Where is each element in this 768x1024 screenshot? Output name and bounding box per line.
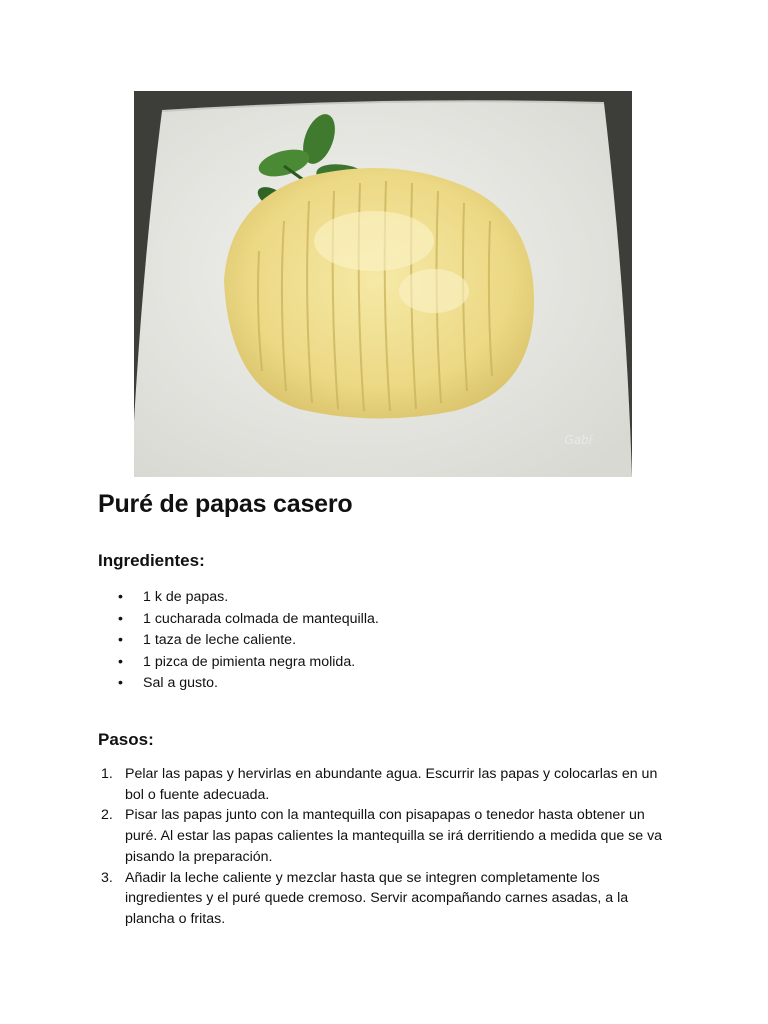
ingredients-list	[98, 587, 379, 695]
recipe-title: Puré de papas casero	[98, 490, 353, 518]
step-number: 2.	[101, 807, 113, 824]
step-number: 3.	[101, 869, 113, 886]
list-item: • Sal a gusto.	[98, 673, 379, 695]
steps-list	[98, 764, 668, 930]
step-text: Pisar las papas junto con la mantequilla con pisapapas o tenedor hasta obtener un puré. Al estar las papas calientes la mantequilla se irá derritiendo a medida que se va pisando la preparación.	[125, 807, 663, 865]
list-item	[98, 868, 668, 930]
step-text: Pelar las papas y hervirlas en abundante agua. Escurrir las papas y colocarlas en un bol o fuente adecuada.	[125, 766, 658, 803]
list-item	[98, 805, 668, 867]
step-text: Añadir la leche caliente y mezclar hasta que se integren completamente los ingredientes y el puré quede cremoso. Servir acompañando carnes asadas, a la plancha o fritas.	[125, 869, 629, 927]
mashed-potato-illustration	[134, 91, 632, 477]
list-item: • 1 pizca de pimienta negra molida.	[98, 652, 379, 674]
recipe-photo	[134, 91, 632, 477]
list-item	[98, 764, 668, 805]
ingredients-heading: Ingredientes:	[98, 551, 205, 570]
step-number: 1.	[101, 766, 113, 782]
mashed-potato-mound	[224, 168, 534, 419]
photo-watermark: Gabí	[564, 433, 592, 447]
list-item: • 1 k de papas.	[98, 587, 379, 609]
steps-heading: Pasos:	[98, 730, 154, 749]
list-item: • 1 cucharada colmada de mantequilla.	[98, 609, 379, 631]
list-item: • 1 taza de leche caliente.	[98, 630, 379, 652]
